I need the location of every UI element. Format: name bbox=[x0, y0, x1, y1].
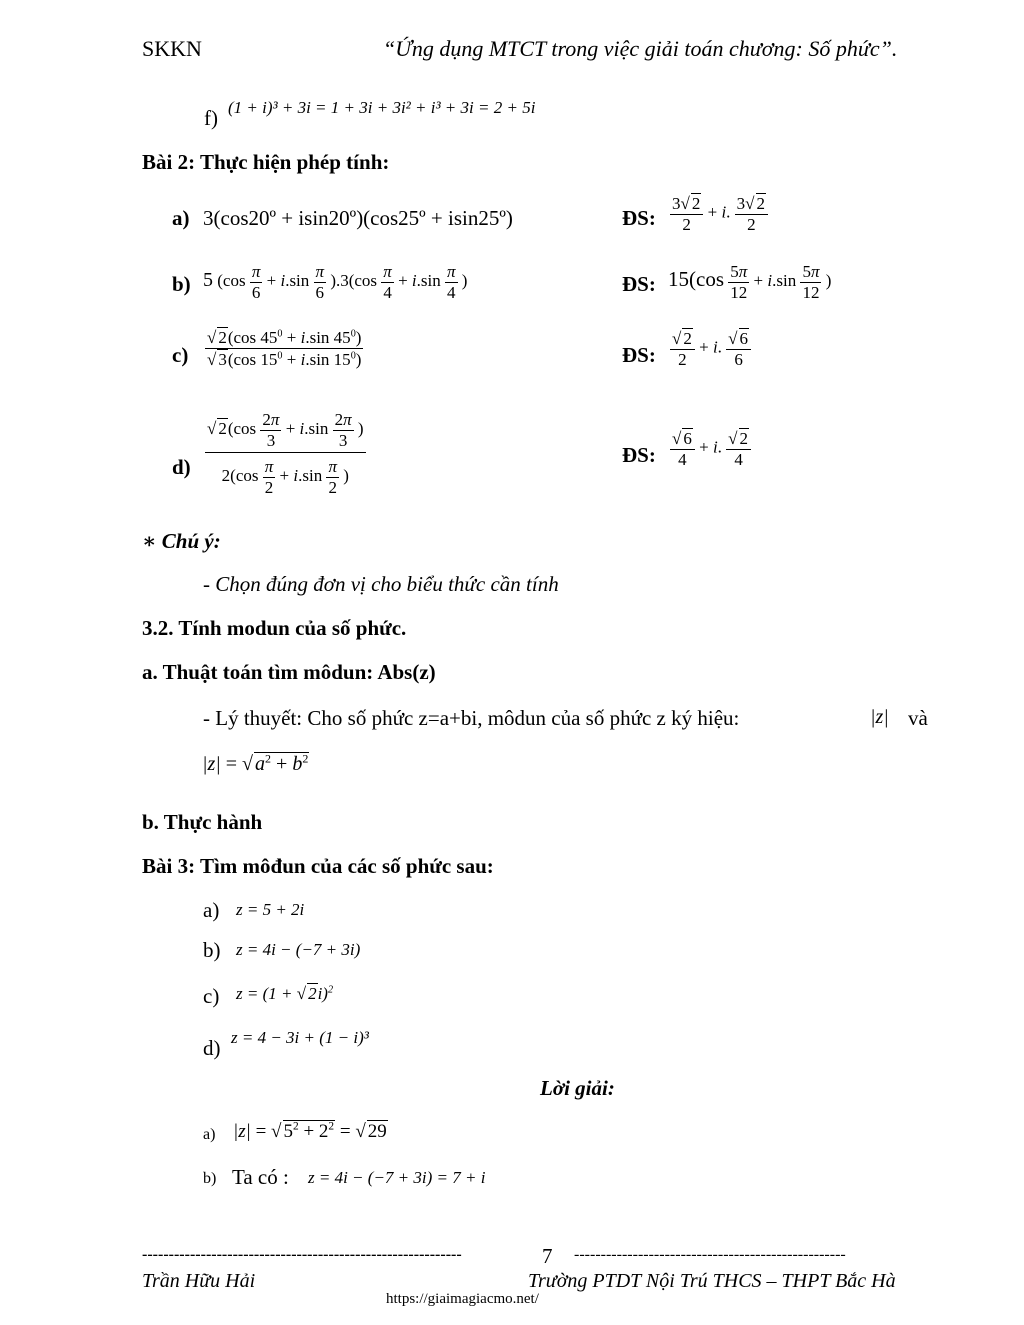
bai2-b-ds-label: ĐS: bbox=[622, 272, 656, 296]
bai2-b-expression: 5 (cos $\frac{\pi}{6}$ + i.sin $\frac{\pi}{6}$ ).3(cos $\frac{\pi}{4}$ + i.sin $\frac{\pi}{4}$ ) bbox=[203, 262, 468, 302]
solution-b-text: Ta có : bbox=[232, 1165, 289, 1189]
bai2-d-ds-label: ĐS: bbox=[622, 443, 656, 467]
solution-a-expression: |z| = √ $5^2 + 2^2$ = √ 29 bbox=[233, 1120, 387, 1142]
bai3-a-expression: z = 5 + 2i bbox=[236, 900, 305, 919]
bai2-a-answer: $\frac{3√ 2}{2}$ + i. $\frac{3√ 2}{2}$ bbox=[670, 193, 768, 234]
solution-title: Lời giải: bbox=[540, 1076, 615, 1100]
modulus-formula: |z| = √ $a^2 + b^2$ bbox=[202, 751, 309, 775]
bai2-c-label: c) bbox=[172, 343, 189, 367]
bai3-a-label: a) bbox=[203, 898, 220, 922]
theory-and: và bbox=[908, 706, 928, 730]
footer-url[interactable]: https://giaimagiacmo.net/ bbox=[386, 1291, 539, 1307]
modulus-symbol: |z| bbox=[870, 706, 889, 728]
bai3-d-expression: z = 4 − 3i + (1 − i)³ bbox=[231, 1028, 369, 1047]
item-f-expression: (1 + i)³ + 3i = 1 + 3i + 3i² + i³ + 3i = 2 + 5i bbox=[228, 98, 536, 117]
bai3-title: Bài 3: Tìm môđun của các số phức sau: bbox=[142, 854, 494, 878]
note-text: - Chọn đúng đơn vị cho biểu thức cần tính bbox=[203, 572, 559, 596]
bai2-b-answer: 15(cos $\frac{5\pi}{12}$ + i.sin $\frac{5\pi}{12}$ ) bbox=[668, 262, 832, 302]
solution-a-label: a) bbox=[203, 1126, 216, 1143]
solution-b-expression: z = 4i − (−7 + 3i) = 7 + i bbox=[308, 1168, 486, 1187]
bai2-c-ds-label: ĐS: bbox=[622, 343, 656, 367]
bai3-b-expression: z = 4i − (−7 + 3i) bbox=[236, 940, 361, 959]
bai2-a-ds-label: ĐS: bbox=[622, 206, 656, 230]
footer-rule-left: ------------------------------------------------------------ bbox=[142, 1246, 462, 1263]
bai3-c-expression: z = (1 + √ 2i)$^2$ bbox=[236, 984, 334, 1003]
section-3-2-title: 3.2. Tính modun của số phức. bbox=[142, 616, 407, 640]
note-title: ∗ Chú ý: bbox=[142, 529, 221, 553]
header-title: “Ứng dụng MTCT trong việc giải toán chương: Số phức”. bbox=[383, 36, 898, 61]
footer-school: Trường PTDT Nội Trú THCS – THPT Bắc Hà bbox=[528, 1270, 896, 1292]
bai2-d-label: d) bbox=[172, 455, 191, 479]
item-f-label: f) bbox=[204, 106, 218, 130]
header-left: SKKN bbox=[142, 36, 202, 61]
page-number: 7 bbox=[542, 1244, 553, 1268]
bai2-c-expression: $\frac{√ 2(\cos 45^0 + i.\sin 45^0)}{√ 3(\cos 15^0 + i.\sin 15^0)}$ bbox=[207, 328, 362, 369]
bai2-title: Bài 2: Thực hiện phép tính: bbox=[142, 150, 390, 174]
footer-rule-right: --------------------------------------------------- bbox=[574, 1246, 846, 1263]
bai2-b-answer-prefix: 15(cos bbox=[668, 266, 724, 291]
bai3-b-label: b) bbox=[203, 938, 221, 962]
theory-text: - Lý thuyết: Cho số phức z=a+bi, môdun của số phức z ký hiệu: bbox=[203, 706, 740, 730]
bai2-d-expression: √ 2(cos $\frac{2\pi}{3}$ + i.sin $\frac{2\pi}{3}$ ) 2(cos $\frac{\pi}{2}$ + i.sin $\frac{\pi}{2}$ ) bbox=[207, 410, 364, 497]
solution-b-label: b) bbox=[203, 1170, 217, 1187]
section-3-2-sub-b: b. Thực hành bbox=[142, 810, 263, 834]
bai2-a-expression: 3(cos20º + isin20º)(cos25º + isin25º) bbox=[203, 206, 513, 230]
bai2-c-answer: $\frac{√ 2}{2}$ + i. $\frac{√ 6}{6}$ bbox=[670, 328, 751, 369]
bai3-c-label: c) bbox=[203, 984, 220, 1008]
bai2-a-label: a) bbox=[172, 206, 190, 230]
bai3-d-label: d) bbox=[203, 1036, 221, 1060]
footer-author: Trần Hữu Hải bbox=[142, 1270, 256, 1292]
section-3-2-sub-a: a. Thuật toán tìm môdun: Abs(z) bbox=[142, 660, 436, 684]
bai2-d-answer: $\frac{√ 6}{4}$ + i. $\frac{√ 2}{4}$ bbox=[670, 428, 751, 469]
bai2-b-label: b) bbox=[172, 272, 191, 296]
